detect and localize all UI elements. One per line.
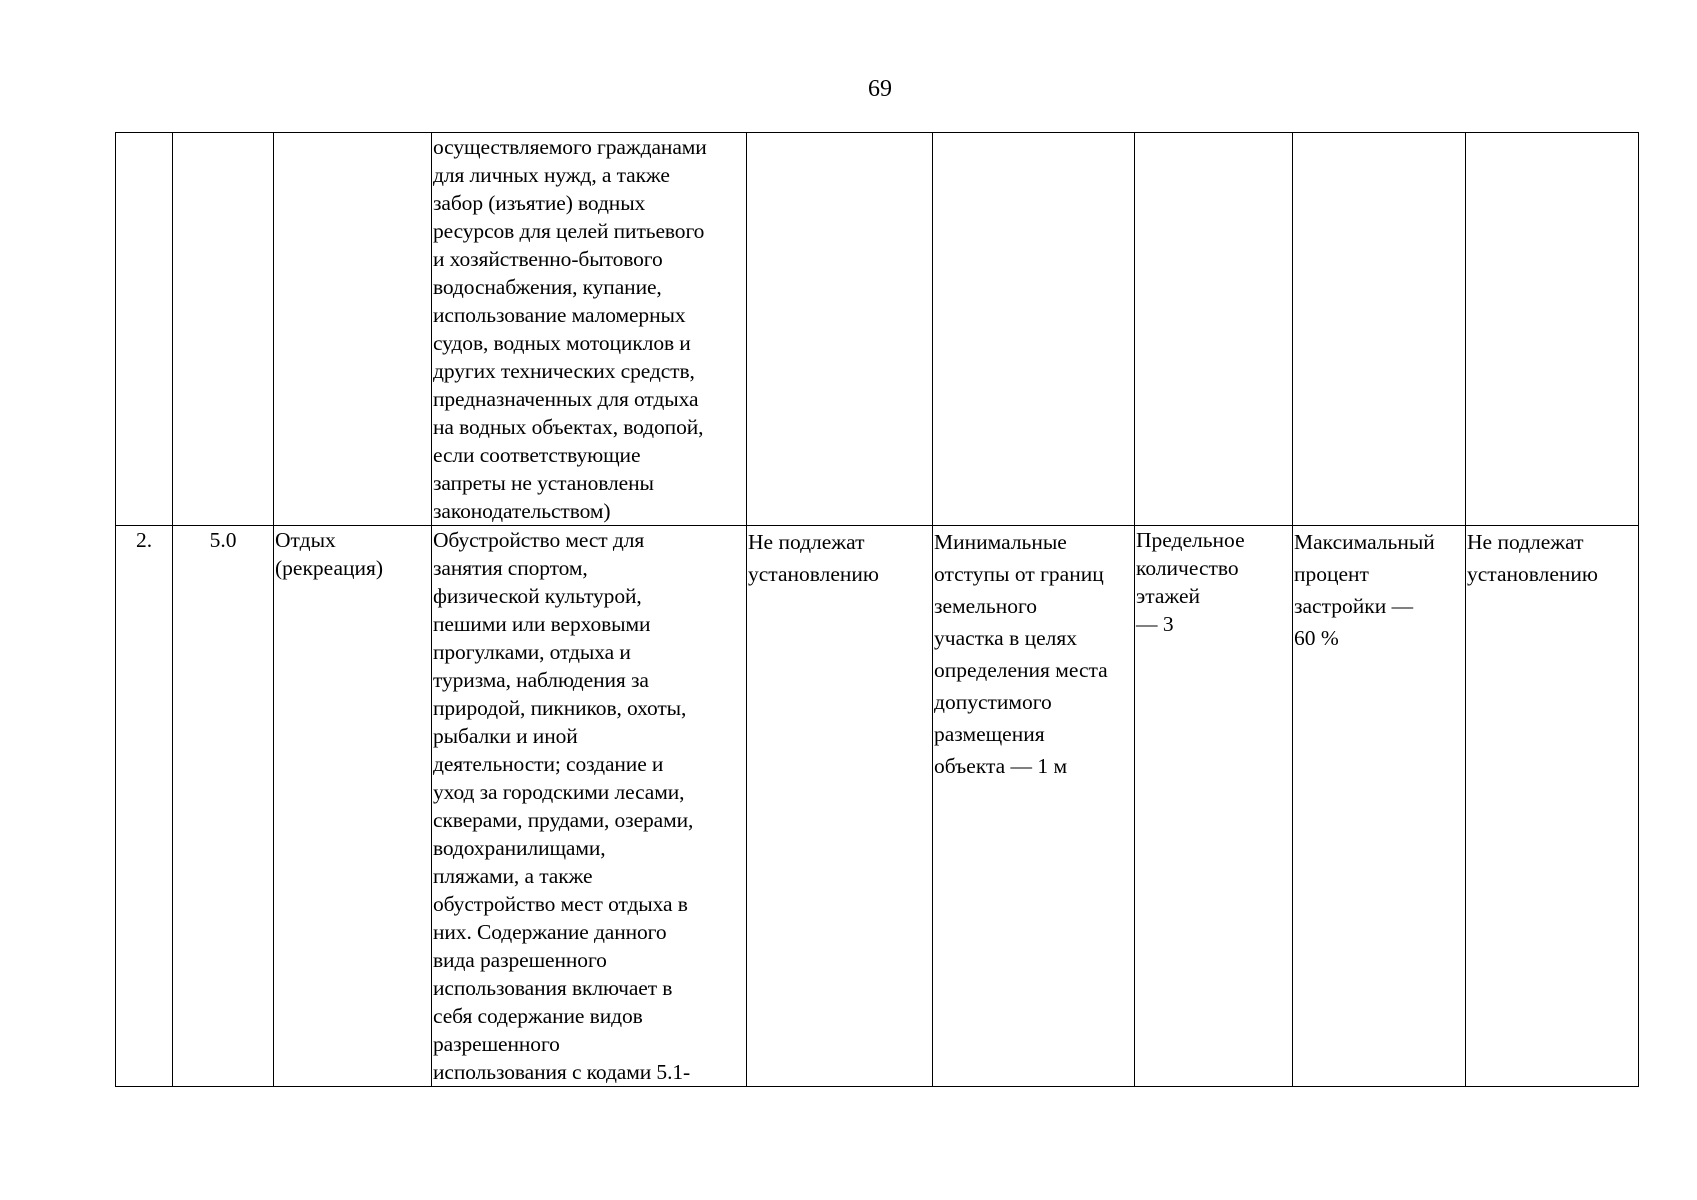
use-description-cell: осуществляемого гражданами для личных нужд, а также забор (изъятие) водных ресурсов для целей питьевого и хозяйственно-бытового водоснабжения, купание, использование маломерных судов, водных мотоциклов и других технических средств, предназначенных для отдыха на водных объектах, водопой, если соответствующие запреты не установлены законодательством) xyxy=(432,133,747,526)
regulations-table xyxy=(115,132,1639,1087)
use-description-cell: Обустройство мест для занятия спортом, физической культурой, пешими или верховыми прогулками, отдыха и туризма, наблюдения за природой, пикников, охоты, рыбалки и иной деятельности; создание и уход за городскими лесами, скверами, прудами, озерами, водохранилищами, пляжами, а также обустройство мест отдыха в них. Содержание данного вида разрешенного использования включает в себя содержание видов разрешенного использования с кодами 5.1- xyxy=(432,526,747,1087)
setbacks-cell xyxy=(933,133,1135,526)
page-number: 69 xyxy=(868,76,892,102)
plot-size-cell: Не подлежат установлению xyxy=(747,526,933,1087)
setbacks-cell: Минимальные отступы от границ земельного участка в целях определения места допустимого размещения объекта — 1 м xyxy=(933,526,1135,1087)
plot-size-cell xyxy=(747,133,933,526)
coverage-cell: Максимальный процент застройки — 60 % xyxy=(1293,526,1466,1087)
floors-cell: Предельное количество этажей — 3 xyxy=(1135,526,1293,1087)
coverage-cell xyxy=(1293,133,1466,526)
table-row xyxy=(116,526,1639,1087)
other-params-cell: Не подлежат установлению xyxy=(1466,526,1639,1087)
other-params-cell xyxy=(1466,133,1639,526)
table-row xyxy=(116,133,1639,526)
row-number-cell: 2. xyxy=(116,526,173,1087)
use-code-cell xyxy=(173,133,274,526)
use-code-cell: 5.0 xyxy=(173,526,274,1087)
floors-cell xyxy=(1135,133,1293,526)
use-name-cell xyxy=(274,133,432,526)
use-name-cell: Отдых (рекреация) xyxy=(274,526,432,1087)
row-number-cell xyxy=(116,133,173,526)
